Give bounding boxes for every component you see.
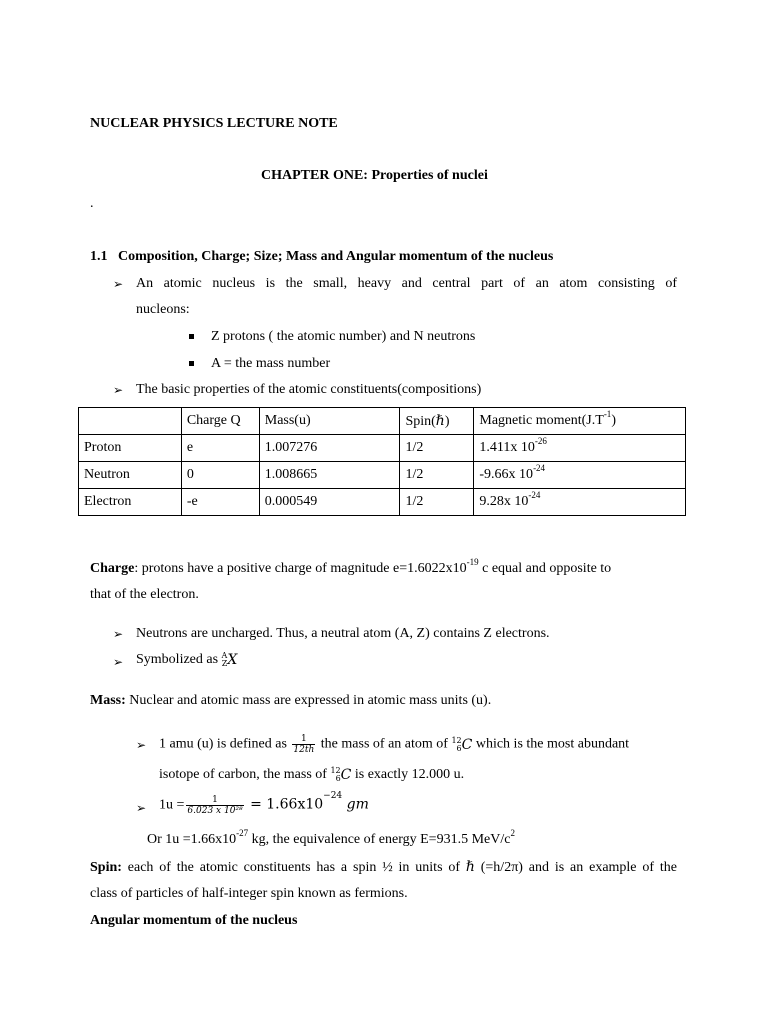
spin-paragraph-line-2: class of particles of half-integer spin known as fermions. [90,886,408,901]
fraction-denominator: 12th [293,745,315,755]
particle-moment [474,489,686,516]
element-letter: C [461,736,473,753]
chapter-heading: CHAPTER ONE: Properties of nuclei [261,168,488,183]
amu-text-c: which is the most abundant [472,736,630,752]
or-exponent: -27 [236,828,249,838]
table-row [79,489,686,516]
unit-exponent: -1 [603,409,612,419]
particle-moment [474,462,686,489]
arrow-bullet-icon: ➢ [113,627,124,641]
or-text-a: Or 1u =1.66x10 [147,832,237,847]
or-text-b: kg, the equivalence of energy E=931.5 MeV/c [248,832,511,847]
particle-name: Proton [79,435,182,462]
c-squared-exponent: 2 [510,828,515,838]
symbol-bullet-text: Symbolized as [136,652,222,668]
spin-paragraph-line-1 [90,859,677,876]
arrow-bullet-icon: ➢ [136,738,147,752]
table-header-cell: Mass(u) [259,408,400,435]
u-eq-exponent: −24 [323,791,343,801]
charge-text-a: : protons have a positive charge of magnitude e=1.6022x10 [134,561,467,576]
particle-charge: 0 [181,462,259,489]
particle-spin: 1/2 [400,435,474,462]
isotope-text-b: is exactly 12.000 u. [351,767,465,783]
arrow-bullet-icon: ➢ [113,383,124,397]
table-header-row [79,408,686,435]
particle-name: Electron [79,489,182,516]
element-letter: C [340,767,352,783]
element-letter: X [227,652,238,668]
intro-line-1: An atomic nucleus is the small, heavy and central part of an atom consisting of [136,276,677,291]
charge-label: Charge [90,561,135,576]
carbon-isotope-line [159,767,464,783]
particle-mass: 0.000549 [259,489,400,516]
avogadro-fraction [186,795,243,816]
atomic-number: Z [221,659,228,668]
table-header-cell: Spin(ℏ) [400,408,474,435]
moment-mantissa: 9.28x 10 [479,494,529,509]
u-equation-line [159,791,369,816]
charge-text-b: c equal and opposite to [478,561,612,576]
section-heading [90,249,553,265]
mass-label: Mass: [90,693,126,708]
isotope-text-a: isotope of carbon, the mass of [159,767,331,783]
amu-definition-line [159,734,629,755]
u-eq-unit: gm [342,796,369,813]
fraction-denominator: 6.023 x 10²⁸ [187,806,243,816]
symbol-bullet [136,652,237,668]
u-eq-value: = 1.66x10 [245,796,324,813]
neutrons-bullet: Neutrons are uncharged. Thus, a neutral atom (A, Z) contains Z electrons. [136,626,550,641]
arrow-bullet-icon: ➢ [113,655,124,669]
square-bullet-icon [189,361,194,366]
sub-bullet-protons: Z protons ( the atomic number) and N neutrons [211,329,476,344]
arrow-bullet-icon: ➢ [136,801,147,815]
mass-number: 12 [451,735,462,745]
moment-mantissa: 1.411x 10 [479,440,535,455]
particle-charge: -e [181,489,259,516]
table-row [79,435,686,462]
carbon-12-symbol [330,767,351,783]
carbon-12-symbol [451,737,472,753]
spin-text: each of the atomic constituents has a spin ½ in units of ℏ (=h/2π) and is an example of the [121,860,677,875]
charge-paragraph-line-1 [90,557,612,577]
moment-exponent: -24 [533,463,546,473]
particle-moment [474,435,686,462]
magnetic-moment-header: Magnetic moment(J.T [479,413,604,428]
moment-mantissa: -9.66x 10 [479,467,534,482]
mass-number: A [221,651,228,660]
moment-exponent: -24 [528,490,541,500]
particle-name: Neutron [79,462,182,489]
particle-mass: 1.007276 [259,435,400,462]
spin-label: Spin: [90,860,122,875]
section-number: 1.1 [90,249,108,264]
atomic-number: 6 [335,774,341,783]
or-equivalence-line [147,828,515,848]
fraction-numerator: 1 [292,734,315,745]
table-row [79,462,686,489]
particle-spin: 1/2 [400,489,474,516]
mass-text: Nuclear and atomic mass are expressed in atomic mass units (u). [125,693,492,708]
particle-spin: 1/2 [400,462,474,489]
basic-properties-line: The basic properties of the atomic constituents(compositions) [136,382,482,397]
particle-charge: e [181,435,259,462]
sub-bullet-mass-number: A = the mass number [211,356,331,371]
amu-text-b: the mass of an atom of [317,736,452,752]
table-header-cell [474,408,686,435]
moment-exponent: -26 [534,436,547,446]
arrow-bullet-icon: ➢ [113,277,124,291]
stray-dot: . [90,196,94,211]
mass-paragraph [90,693,491,709]
properties-table [78,407,686,516]
paren-close: ) [611,413,616,428]
angular-momentum-heading: Angular momentum of the nucleus [90,913,298,928]
document-title: NUCLEAR PHYSICS LECTURE NOTE [90,116,338,131]
intro-line-2: nucleons: [136,302,190,317]
particle-mass: 1.008665 [259,462,400,489]
section-title: Composition, Charge; Size; Mass and Angular momentum of the nucleus [118,249,554,264]
atomic-number: 6 [456,743,462,753]
table-header-cell: Charge Q [181,408,259,435]
amu-text-a: 1 amu (u) is defined as [159,736,291,752]
nuclide-symbol [222,652,238,668]
one-twelfth-fraction [292,734,315,755]
charge-paragraph-line-2: that of the electron. [90,587,199,602]
table-header-cell [79,408,182,435]
fraction-numerator: 1 [186,795,243,806]
u-eq-text-a: 1u = [159,797,185,813]
square-bullet-icon [189,334,194,339]
mass-number: 12 [330,766,341,775]
charge-exponent: -19 [466,557,479,567]
